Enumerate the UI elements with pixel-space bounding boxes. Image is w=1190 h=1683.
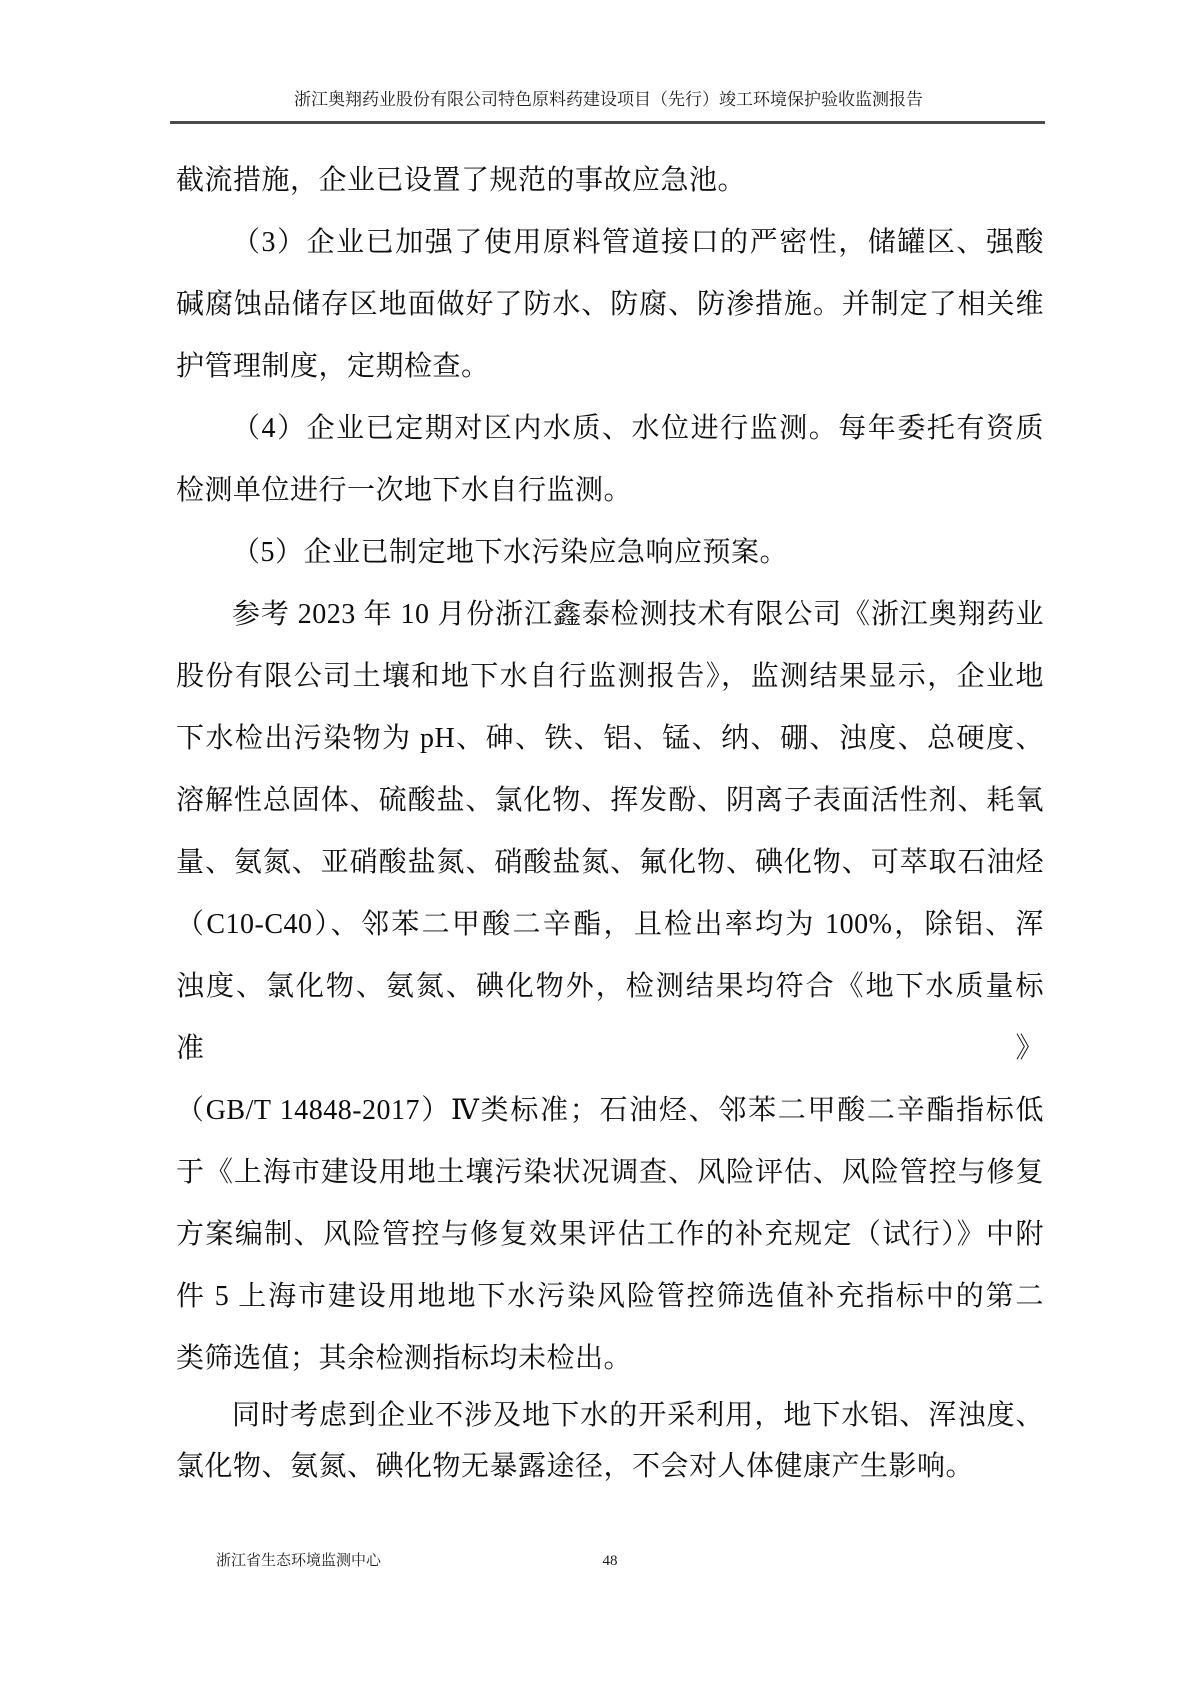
body-line: 类筛选值；其余检测指标均未检出。: [176, 1343, 633, 1374]
footer: [176, 1546, 1044, 1576]
paragraph: [176, 150, 1044, 212]
body-line: 参考 2023 年 10 月份浙江鑫泰检测技术有限公司《浙江奥翔药业: [232, 599, 1044, 630]
paragraph: [176, 212, 1044, 398]
page-header-title: 浙江奥翔药业股份有限公司特色原料药建设项目（先行）竣工环境保护验收监测报告: [294, 90, 923, 109]
body-line: 同时考虑到企业不涉及地下水的开采利用，地下水铝、浑浊度、: [232, 1400, 1044, 1431]
paragraph: [176, 584, 1044, 1390]
header-rule: [170, 121, 1045, 124]
body-line: 溶解性总固体、硫酸盐、氯化物、挥发酚、阴离子表面活性剂、耗氧: [176, 785, 1044, 816]
paragraph: [176, 398, 1044, 522]
body-line: 于《上海市建设用地土壤污染状况调查、风险评估、风险管控与修复: [176, 1157, 1044, 1188]
body-line: （5）企业已制定地下水污染应急响应预案。: [232, 537, 789, 568]
paragraph: [176, 522, 1044, 584]
body-line: （C10-C40）、邻苯二甲酸二辛酯，且检出率均为 100%，除铝、浑: [176, 909, 1044, 940]
body-line: 下水检出污染物为 pH、砷、铁、铝、锰、纳、硼、浊度、总硬度、: [176, 723, 1044, 754]
footer-organization: 浙江省生态环境监测中心: [216, 1553, 382, 1569]
body-line: 检测单位进行一次地下水自行监测。: [176, 475, 633, 506]
body-line: （4）企业已定期对区内水质、水位进行监测。每年委托有资质: [232, 413, 1044, 444]
body-line: 件 5 上海市建设用地地下水污染风险管控筛选值补充指标中的第二: [176, 1281, 1044, 1312]
page-number: 48: [602, 1553, 618, 1569]
body-line: 截流措施，企业已设置了规范的事故应急池。: [176, 165, 747, 196]
body: [176, 150, 1044, 1492]
body-line: 量、氨氮、亚硝酸盐氮、硝酸盐氮、氟化物、碘化物、可萃取石油烃: [176, 847, 1044, 878]
body-line: 股份有限公司土壤和地下水自行监测报告》，监测结果显示，企业地: [176, 661, 1044, 692]
paragraph: [176, 1390, 1044, 1492]
body-line: 方案编制、风险管控与修复效果评估工作的补充规定（试行）》中附: [176, 1219, 1044, 1250]
body-line: 氯化物、氨氮、碘化物无暴露途径，不会对人体健康产生影响。: [176, 1451, 975, 1482]
body-line: 浊度、氯化物、氨氮、碘化物外，检测结果均符合《地下水质量标准》: [176, 971, 1044, 1064]
body-line: （3）企业已加强了使用原料管道接口的严密性，储罐区、强酸: [232, 227, 1044, 258]
body-line: 护管理制度，定期检查。: [176, 351, 490, 382]
body-line: 碱腐蚀品储存区地面做好了防水、防腐、防渗措施。并制定了相关维: [176, 289, 1044, 320]
body-line: （GB/T 14848-2017）Ⅳ类标准；石油烃、邻苯二甲酸二辛酯指标低: [176, 1095, 1044, 1126]
